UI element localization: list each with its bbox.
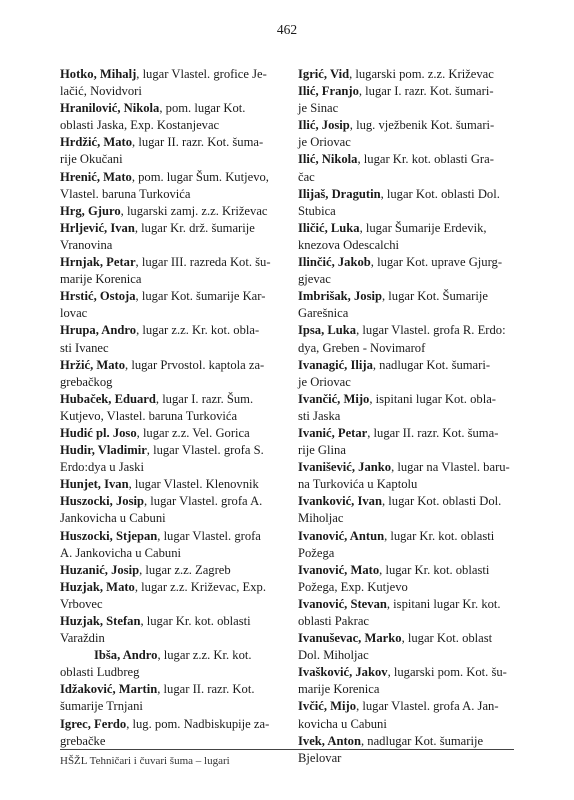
entry-description: , lugar z.z. Križevac, Exp.: [134, 579, 266, 594]
entry-name: Idžaković, Martin: [60, 682, 158, 697]
directory-entry: [60, 357, 290, 391]
entry-line: [60, 100, 290, 117]
entry-description: je Oriovac: [298, 135, 351, 150]
entry-line: [60, 425, 290, 442]
entry-description: sti Jaska: [298, 408, 341, 423]
entry-name: Huszocki, Josip: [60, 494, 144, 509]
entry-name: Hrupa, Andro: [60, 323, 137, 338]
entry-line: [60, 134, 290, 151]
entry-description: , lugarski zamj. z.z. Križevac: [120, 203, 268, 218]
entry-line: [298, 647, 528, 664]
entry-line: [60, 579, 290, 596]
entry-line: [298, 83, 528, 100]
entry-description: , lugar Kr. kot. oblasti: [384, 528, 495, 543]
directory-entry: [298, 151, 528, 185]
directory-entry: [60, 203, 290, 220]
entry-line: [298, 493, 528, 510]
entry-name: Iličić, Luka: [298, 220, 360, 235]
directory-entry: [298, 66, 528, 83]
entry-description: Jankovicha u Cabuni: [60, 511, 166, 526]
entry-name: Ivanagić, Ilija: [298, 357, 373, 372]
entry-line: [60, 647, 290, 664]
entry-line: [60, 186, 290, 203]
entry-name: Hržić, Mato: [60, 357, 126, 372]
directory-entry: [298, 83, 528, 117]
entry-line: [60, 630, 290, 647]
entry-description: Požega: [298, 545, 335, 560]
entry-description: dya, Greben - Novimarof: [298, 340, 426, 355]
entry-description: , lugar I. razr. Šum.: [155, 391, 254, 406]
entry-description: čac: [298, 169, 315, 184]
directory-entry: [60, 647, 290, 681]
entry-name: Huszocki, Stjepan: [60, 528, 158, 543]
entry-description: , ispitani lugar Kr. kot.: [386, 596, 501, 611]
directory-entry: [298, 117, 528, 151]
entry-line: [298, 340, 528, 357]
entry-line: [298, 220, 528, 237]
entry-line: [60, 305, 290, 322]
directory-entry: [60, 100, 290, 134]
entry-description: oblasti Jaska, Exp. Kostanjevac: [60, 118, 220, 133]
entry-description: , lugar z.z. Vel. Gorica: [136, 425, 250, 440]
directory-entry: [298, 528, 528, 562]
directory-entry: [60, 681, 290, 715]
entry-name: Imbrišak, Josip: [298, 289, 382, 304]
entry-description: je Sinac: [298, 101, 339, 116]
entry-description: , lugar II. razr. Kot.: [157, 682, 255, 697]
directory-entry: [298, 322, 528, 356]
entry-line: [298, 442, 528, 459]
entry-description: Vlastel. baruna Turkovića: [60, 186, 191, 201]
entry-line: [298, 100, 528, 117]
entry-line: [60, 117, 290, 134]
entry-line: [60, 596, 290, 613]
entry-description: rije Okučani: [60, 152, 123, 167]
entry-line: [298, 613, 528, 630]
entry-line: [60, 698, 290, 715]
entry-description: , lugar III. razreda Kot. šu-: [135, 255, 271, 270]
entry-line: [60, 169, 290, 186]
entry-description: , lugar Kot. oblasti Dol.: [381, 494, 502, 509]
directory-entry: [298, 596, 528, 630]
directory-entry: [60, 613, 290, 647]
directory-entry: [60, 220, 290, 254]
entry-description: , lugar Kr. kot. oblasti: [379, 562, 490, 577]
entry-line: [298, 186, 528, 203]
entry-line: [298, 169, 528, 186]
entry-line: [60, 151, 290, 168]
footer-divider: [60, 749, 514, 750]
entry-description: Stubica: [298, 203, 336, 218]
entry-line: [60, 254, 290, 271]
entry-name: Hudić pl. Joso: [60, 425, 137, 440]
entry-line: [298, 271, 528, 288]
directory-entry: [298, 664, 528, 698]
entry-line: [60, 408, 290, 425]
entry-description: marije Korenica: [298, 682, 380, 697]
entry-name: Ivanić, Petar: [298, 425, 368, 440]
directory-entry: [298, 630, 528, 664]
entry-line: [60, 528, 290, 545]
entry-name: Ivek, Anton: [298, 733, 361, 748]
entry-description: , lugar Vlastel. grofa S.: [146, 443, 264, 458]
directory-entry: [298, 562, 528, 596]
entry-description: , lugar z.z. Kr. kot. obla-: [136, 323, 260, 338]
entry-description: , lugar Vlastel. Klenovnik: [128, 477, 259, 492]
entry-description: šumarije Trnjani: [60, 699, 143, 714]
entry-description: , pom. lugar Šum. Kutjevo,: [131, 169, 269, 184]
entry-description: , lugarski pom. z.z. Križevac: [349, 67, 494, 81]
entry-line: [60, 476, 290, 493]
entry-line: [298, 254, 528, 271]
entry-name: Ivanović, Stevan: [298, 596, 387, 611]
entry-description: , ispitani lugar Kot. obla-: [369, 391, 496, 406]
directory-entry: [60, 528, 290, 562]
entry-description: gjevac: [298, 272, 331, 287]
entry-description: Miholjac: [298, 511, 344, 526]
entry-description: A. Jankovicha u Cabuni: [60, 545, 182, 560]
directory-entry: [298, 459, 528, 493]
entry-line: [298, 237, 528, 254]
entry-description: Garešnica: [298, 306, 349, 321]
entry-description: , lug. vježbenik Kot. šumari-: [349, 118, 495, 133]
entry-description: , lugar Kot. Šumarije: [381, 289, 488, 304]
entry-description: , nadlugar Kot. šumarije: [361, 733, 484, 748]
entry-line: [60, 613, 290, 630]
entry-line: [298, 134, 528, 151]
entry-line: [60, 733, 290, 750]
entry-name: Huzanić, Josip: [60, 562, 140, 577]
entry-line: [298, 151, 528, 168]
entry-line: [298, 545, 528, 562]
entry-line: [298, 408, 528, 425]
entry-line: [298, 391, 528, 408]
entry-line: [298, 322, 528, 339]
directory-entry: [60, 169, 290, 203]
entry-name: Ivanković, Ivan: [298, 494, 382, 509]
directory-entry: [298, 357, 528, 391]
entry-description: , lugar Kr. kot. oblasti: [140, 614, 251, 628]
directory-entry: [298, 698, 528, 732]
footer-text: HŠŽL Tehničari i čuvari šuma – lugari: [60, 755, 230, 767]
entry-line: [298, 203, 528, 220]
entry-name: Hrg, Gjuro: [60, 203, 121, 218]
page-number: 462: [276, 22, 298, 37]
entry-name: Igrec, Ferdo: [60, 716, 127, 731]
entry-line: [60, 83, 290, 100]
directory-entry: [60, 254, 290, 288]
entry-name: Hunjet, Ivan: [60, 477, 129, 492]
entry-line: [298, 476, 528, 493]
entry-name: Ilić, Franjo: [298, 84, 359, 99]
entry-line: [60, 716, 290, 733]
entry-name: Huzjak, Stefan: [60, 614, 141, 628]
entry-line: [60, 66, 290, 83]
entry-description: , lugar Kr. drž. šumarije: [134, 220, 255, 235]
entry-name: Igrić, Vid: [298, 67, 350, 81]
entry-description: , lugar Prvostol. kaptola za-: [125, 357, 265, 372]
entry-line: [60, 664, 290, 681]
entry-description: Dol. Miholjac: [298, 648, 369, 663]
entry-line: [60, 545, 290, 562]
entry-description: , lugar II. razr. Kot. šuma-: [132, 135, 264, 150]
directory-entry: [60, 716, 290, 750]
entry-line: [60, 220, 290, 237]
directory-entry: [298, 254, 528, 288]
entry-line: [298, 579, 528, 596]
entry-line: [60, 374, 290, 391]
directory-entry: [60, 322, 290, 356]
entry-line: [298, 510, 528, 527]
directory-entry: [298, 493, 528, 527]
entry-line: [60, 681, 290, 698]
entry-description: Erdo:dya u Jaski: [60, 460, 144, 475]
entry-name: Hrenić, Mato: [60, 169, 132, 184]
entry-name: Ivanović, Antun: [298, 528, 385, 543]
entry-name: Ivčić, Mijo: [298, 699, 357, 714]
entry-line: [60, 562, 290, 579]
entry-name: Hranilović, Nikola: [60, 101, 160, 116]
left-column: [60, 66, 290, 750]
entry-line: [298, 528, 528, 545]
entry-description: , lugar Vlastel. grofa: [157, 528, 261, 543]
entry-line: [60, 203, 290, 220]
entry-description: , lugar z.z. Zagreb: [139, 562, 231, 577]
entry-description: knezova Odescalchi: [298, 237, 400, 252]
entry-name: Hudir, Vladimir: [60, 443, 147, 458]
entry-name: Ilijaš, Dragutin: [298, 186, 381, 201]
entry-name: Ibša, Andro: [94, 648, 158, 663]
entry-line: [298, 459, 528, 476]
entry-line: [298, 733, 528, 750]
directory-entry: [298, 288, 528, 322]
entry-description: , lugar z.z. Kr. kot.: [157, 648, 252, 663]
directory-entry: [60, 493, 290, 527]
entry-description: , lugar Vlastel. grofa R. Erdo:: [356, 323, 506, 338]
entry-description: Vranovina: [60, 237, 113, 252]
entry-line: [298, 562, 528, 579]
entry-name: Ilinčić, Jakob: [298, 255, 371, 270]
entry-line: [60, 357, 290, 374]
entry-description: Varaždin: [60, 631, 105, 646]
directory-entry: [60, 562, 290, 579]
directory-entry: [298, 391, 528, 425]
entry-description: , lugar Kot. uprave Gjurg-: [370, 255, 503, 270]
entry-description: , lugar Šumarije Erdevik,: [359, 220, 487, 235]
entry-description: Požega, Exp. Kutjevo: [298, 579, 408, 594]
entry-name: Ivančić, Mijo: [298, 391, 370, 406]
entry-name: Ivanišević, Janko: [298, 460, 392, 475]
entry-name: Ivašković, Jakov: [298, 665, 388, 680]
entry-name: Hrnjak, Petar: [60, 255, 136, 270]
entry-name: Ivanović, Mato: [298, 562, 380, 577]
entry-description: grebačke: [60, 733, 106, 748]
entry-description: , lugarski pom. Kot. šu-: [387, 665, 507, 680]
entry-description: na Turkovića u Kaptolu: [298, 477, 418, 492]
entry-description: lačić, Novidvori: [60, 84, 142, 99]
entry-name: Hrdžić, Mato: [60, 135, 133, 150]
entry-description: Bjelovar: [298, 750, 342, 765]
entry-line: [298, 66, 528, 83]
entry-name: Hrstić, Ostoja: [60, 289, 136, 304]
entry-description: , lugar I. razr. Kot. šumari-: [358, 84, 494, 99]
entry-description: Kutjevo, Vlastel. baruna Turkovića: [60, 408, 238, 423]
directory-entry: [60, 579, 290, 613]
entry-description: rije Glina: [298, 443, 346, 458]
entry-description: grebačkog: [60, 374, 113, 389]
entry-line: [60, 442, 290, 459]
directory-entry: [298, 186, 528, 220]
entry-description: , lugar Kot. oblasti Dol.: [380, 186, 500, 201]
entry-line: [298, 357, 528, 374]
entry-description: , lugar Kot. šumarije Kar-: [135, 289, 266, 304]
entry-description: sti Ivanec: [60, 340, 109, 355]
entry-description: je Oriovac: [298, 374, 351, 389]
entry-line: [298, 681, 528, 698]
entry-line: [60, 271, 290, 288]
entry-line: [298, 596, 528, 613]
entry-line: [298, 630, 528, 647]
entry-line: [298, 374, 528, 391]
entry-description: Vrbovec: [60, 596, 103, 611]
entry-description: marije Korenica: [60, 272, 142, 287]
entry-description: , lugar na Vlastel. baru-: [391, 460, 510, 475]
entry-description: oblasti Ludbreg: [60, 665, 140, 680]
directory-entry: [298, 220, 528, 254]
directory-entry: [60, 391, 290, 425]
entry-line: [298, 716, 528, 733]
entry-description: kovicha u Cabuni: [298, 716, 387, 731]
entry-description: , lugar Vlastel. grofice Je-: [136, 67, 267, 81]
entry-line: [60, 340, 290, 357]
entry-line: [60, 391, 290, 408]
directory-entry: [298, 425, 528, 459]
directory-entry: [60, 476, 290, 493]
entry-line: [60, 237, 290, 254]
entry-name: Hrljević, Ivan: [60, 220, 135, 235]
directory-entry: [60, 134, 290, 168]
directory-entry: [60, 288, 290, 322]
entry-line: [298, 698, 528, 715]
entry-line: [60, 322, 290, 339]
entry-name: Ilić, Josip: [298, 118, 350, 133]
entry-line: [298, 425, 528, 442]
entry-description: , lug. pom. Nadbiskupije za-: [126, 716, 270, 731]
directory-entry: [60, 442, 290, 476]
entry-name: Hotko, Mihalj: [60, 67, 137, 81]
entry-line: [60, 459, 290, 476]
entry-line: [298, 750, 528, 767]
entry-line: [298, 305, 528, 322]
entry-description: , pom. lugar Kot.: [159, 101, 246, 116]
entry-description: , lugar Vlastel. grofa A.: [143, 494, 263, 509]
directory-entry: [60, 66, 290, 100]
entry-name: Hubaček, Eduard: [60, 391, 156, 406]
entry-line: [60, 510, 290, 527]
entry-name: Ivanuševac, Marko: [298, 631, 402, 646]
entry-line: [60, 288, 290, 305]
entry-line: [60, 493, 290, 510]
right-column: [298, 66, 528, 767]
entry-description: , lugar Kr. kot. oblasti Gra-: [357, 152, 494, 167]
entry-description: , lugar Vlastel. grofa A. Jan-: [356, 699, 499, 714]
entry-line: [298, 288, 528, 305]
entry-name: Ipsa, Luka: [298, 323, 357, 338]
entry-description: oblasti Pakrac: [298, 614, 369, 628]
entry-description: lovac: [60, 306, 88, 321]
entry-description: , nadlugar Kot. šumari-: [372, 357, 491, 372]
entry-line: [298, 117, 528, 134]
directory-entry: [60, 425, 290, 442]
entry-line: [298, 664, 528, 681]
entry-name: Huzjak, Mato: [60, 579, 135, 594]
entry-description: , lugar II. razr. Kot. šuma-: [367, 425, 499, 440]
entry-description: , lugar Kot. oblast: [401, 631, 493, 646]
entry-name: Ilić, Nikola: [298, 152, 358, 167]
